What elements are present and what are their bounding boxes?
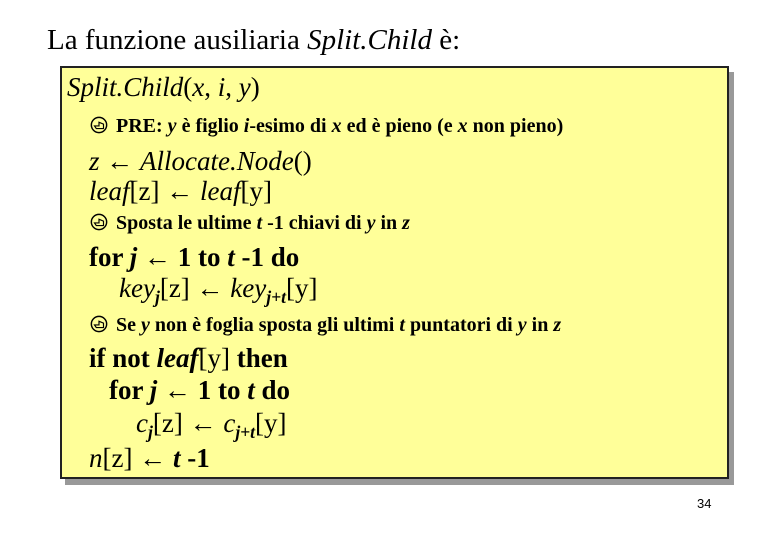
comment-move-pointers bbox=[90, 314, 561, 337]
keys-t2: -1 chiavi di bbox=[262, 212, 367, 234]
n-lhs: n bbox=[89, 443, 103, 473]
key-rhs-sub: j+t bbox=[266, 287, 286, 308]
alloc-lhs: z bbox=[89, 146, 100, 176]
for1-rest2: -1 do bbox=[234, 242, 300, 272]
alloc-arrow: ← bbox=[106, 146, 134, 176]
title-suffix: è: bbox=[431, 24, 461, 56]
pseudocode-box bbox=[60, 66, 729, 479]
leaf-lhs-arg: [z] bbox=[129, 176, 160, 206]
n-rest: -1 bbox=[180, 443, 210, 473]
for2-rest1: 1 to bbox=[191, 375, 248, 405]
pre-x: x bbox=[331, 115, 342, 137]
for2-j: j bbox=[149, 375, 158, 405]
for2-kw: for bbox=[109, 375, 150, 405]
pointing-hand-icon bbox=[90, 315, 108, 333]
signature-i: i bbox=[217, 72, 226, 102]
c-arrow: ← bbox=[189, 408, 217, 438]
signature-x: x bbox=[192, 72, 205, 102]
pre-t2: è figlio bbox=[176, 115, 244, 137]
comment-pre bbox=[90, 115, 563, 138]
line-key-copy bbox=[119, 273, 317, 308]
n-t: t bbox=[172, 443, 181, 473]
for1-j: j bbox=[129, 242, 138, 272]
line-for-keys bbox=[89, 242, 299, 273]
pre-t3: -esimo di bbox=[249, 115, 332, 137]
key-rhs-arg: [y] bbox=[285, 273, 318, 303]
c-rhs-arg: [y] bbox=[255, 408, 287, 438]
title-prefix: La funzione ausiliaria bbox=[47, 24, 308, 56]
line-leaf bbox=[89, 176, 272, 207]
function-signature bbox=[67, 72, 260, 103]
key-rhs: key bbox=[230, 273, 267, 303]
line-child-copy bbox=[136, 408, 287, 443]
title-function-name: Split.Child bbox=[307, 24, 432, 56]
slide-title bbox=[47, 24, 460, 57]
ptr-t4: in bbox=[526, 314, 554, 336]
c-rhs-sub: j+t bbox=[235, 422, 256, 443]
alloc-paren: () bbox=[293, 146, 312, 176]
c-lhs-sub: j bbox=[147, 422, 153, 443]
line-n-assign bbox=[89, 443, 210, 474]
ptr-y: y bbox=[141, 314, 150, 336]
pre-t4: ed è pieno (e bbox=[341, 115, 458, 137]
comment-move-keys bbox=[90, 212, 410, 235]
pre-y: y bbox=[167, 115, 177, 137]
for2-rest2: do bbox=[254, 375, 291, 405]
c-rhs: c bbox=[223, 408, 236, 438]
key-lhs-sub: j bbox=[154, 287, 160, 308]
c-lhs-arg: [z] bbox=[152, 408, 183, 438]
n-arrow: ← bbox=[139, 443, 167, 473]
pointing-hand-icon bbox=[90, 116, 108, 134]
pre-x2: x bbox=[457, 115, 468, 137]
key-lhs: key bbox=[119, 273, 155, 303]
signature-sep1: , bbox=[204, 72, 218, 102]
pre-t5: non pieno) bbox=[467, 115, 564, 137]
keys-t: t bbox=[256, 212, 263, 234]
key-arrow: ← bbox=[196, 273, 224, 303]
line-allocate bbox=[89, 146, 312, 177]
leaf-rhs-arg: [y] bbox=[240, 176, 272, 206]
keys-t1: Sposta le ultime bbox=[116, 212, 257, 234]
leaf-lhs-fn: leaf bbox=[89, 176, 130, 206]
key-lhs-arg: [z] bbox=[159, 273, 190, 303]
leaf-arrow: ← bbox=[166, 176, 194, 206]
pre-t1: PRE: bbox=[116, 115, 168, 137]
if-fn: leaf bbox=[156, 343, 199, 373]
signature-open: ( bbox=[183, 72, 193, 102]
for1-t: t bbox=[227, 242, 235, 272]
ptr-z: z bbox=[553, 314, 562, 336]
pointing-hand-icon bbox=[90, 213, 108, 231]
pre-i: i bbox=[243, 115, 250, 137]
for1-kw: for bbox=[89, 242, 130, 272]
line-if-not-leaf bbox=[89, 343, 288, 374]
ptr-y2: y bbox=[517, 314, 527, 336]
ptr-t: t bbox=[399, 314, 405, 336]
for2-t: t bbox=[247, 375, 255, 405]
if-kw: if not bbox=[89, 343, 157, 373]
alloc-rhs: Allocate.Node bbox=[140, 146, 294, 176]
line-for-pointers bbox=[109, 375, 290, 406]
keys-z: z bbox=[402, 212, 410, 234]
page-number: 34 bbox=[697, 496, 712, 511]
signature-y: y bbox=[238, 72, 251, 102]
ptr-t3: puntatori di bbox=[404, 314, 518, 336]
signature-sep2: , bbox=[225, 72, 239, 102]
for2-arrow: ← bbox=[164, 375, 192, 405]
for1-arrow: ← bbox=[144, 242, 172, 272]
if-arg: [y] bbox=[198, 343, 230, 373]
leaf-rhs-fn: leaf bbox=[199, 176, 241, 206]
for1-rest1: 1 to bbox=[171, 242, 228, 272]
ptr-t1: Se bbox=[116, 314, 141, 336]
signature-fname: Split.Child bbox=[67, 72, 184, 102]
keys-y: y bbox=[366, 212, 376, 234]
n-lhs-arg: [z] bbox=[102, 443, 133, 473]
keys-t3: in bbox=[375, 212, 403, 234]
if-then: then bbox=[229, 343, 288, 373]
ptr-t2: non è foglia sposta gli ultimi bbox=[149, 314, 400, 336]
signature-close: ) bbox=[250, 72, 260, 102]
c-lhs: c bbox=[136, 408, 148, 438]
